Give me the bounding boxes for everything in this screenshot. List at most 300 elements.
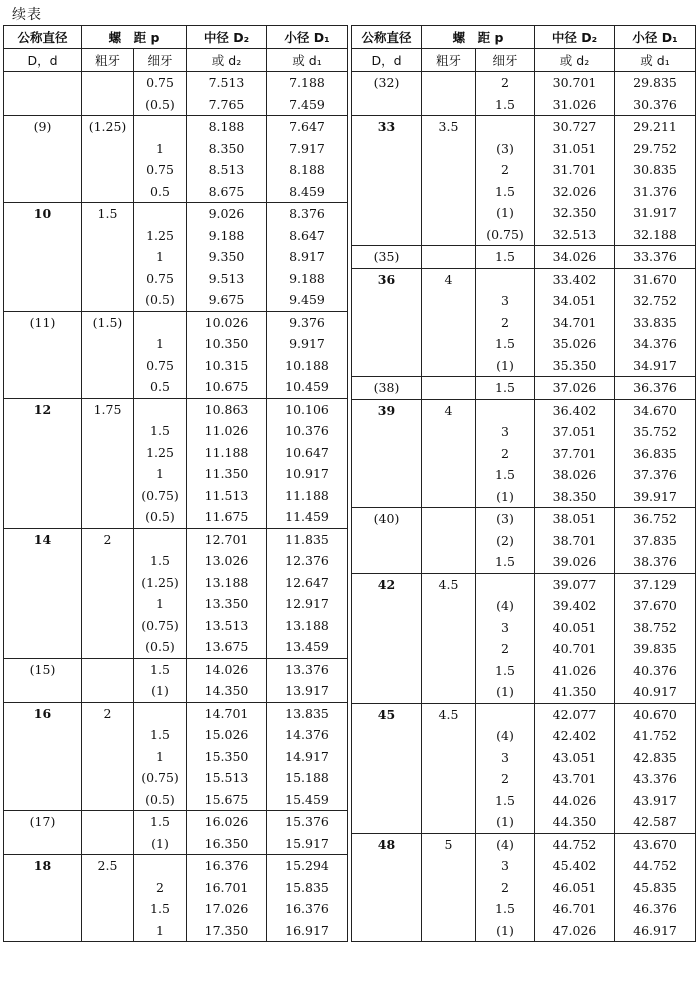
minor-diameter-cell: 10.106 [267,398,348,420]
header-d2-sub: 或 d₂ [535,49,615,72]
coarse-pitch-cell [82,811,134,833]
fine-pitch-cell [134,311,187,333]
coarse-pitch-cell [82,724,134,746]
coarse-pitch-cell [422,138,476,160]
table-row [4,463,348,485]
minor-diameter-cell: 13.376 [267,658,348,680]
coarse-pitch-cell [82,138,134,160]
pitch-diameter-cell: 7.765 [187,94,267,116]
fine-pitch-cell: (4) [476,595,535,617]
nominal-diameter-cell: (40) [352,508,422,530]
nominal-diameter-cell [4,246,82,268]
coarse-pitch-cell: 2.5 [82,855,134,877]
table-row [352,508,696,530]
nominal-diameter-cell [4,159,82,181]
pitch-diameter-cell: 8.350 [187,138,267,160]
coarse-pitch-cell [422,464,476,486]
table-row [352,377,696,400]
table-row [4,658,348,680]
pitch-diameter-cell: 34.701 [535,312,615,334]
fine-pitch-cell: (3) [476,508,535,530]
fine-pitch-cell: (1) [476,920,535,942]
pitch-diameter-cell: 11.350 [187,463,267,485]
pitch-diameter-cell: 44.026 [535,790,615,812]
coarse-pitch-cell [422,811,476,833]
minor-diameter-cell: 29.211 [615,116,696,138]
pitch-diameter-cell: 39.026 [535,551,615,573]
header-nominal-sub: D，d [352,49,422,72]
minor-diameter-cell: 13.188 [267,615,348,637]
coarse-pitch-cell [422,443,476,465]
table-row [4,767,348,789]
fine-pitch-cell: 1.25 [134,442,187,464]
minor-diameter-cell: 32.752 [615,290,696,312]
minor-diameter-cell: 43.670 [615,833,696,855]
minor-diameter-cell: 13.917 [267,680,348,702]
table-row [4,289,348,311]
table-row [4,72,348,94]
fine-pitch-cell [134,398,187,420]
pitch-diameter-cell: 44.752 [535,833,615,855]
pitch-diameter-cell: 14.026 [187,658,267,680]
fine-pitch-cell: 3 [476,290,535,312]
table-row [352,660,696,682]
nominal-diameter-cell [4,593,82,615]
table-row [4,636,348,658]
nominal-diameter-cell [352,333,422,355]
pitch-diameter-cell: 38.051 [535,508,615,530]
table-row [352,747,696,769]
minor-diameter-cell: 15.459 [267,789,348,811]
pitch-diameter-cell: 15.675 [187,789,267,811]
minor-diameter-cell: 12.647 [267,572,348,594]
table-row [4,485,348,507]
minor-diameter-cell: 11.188 [267,485,348,507]
fine-pitch-cell: 1.25 [134,225,187,247]
coarse-pitch-cell [422,530,476,552]
fine-pitch-cell [134,528,187,550]
table-row [4,680,348,702]
coarse-pitch-cell [422,159,476,181]
pitch-diameter-cell: 35.350 [535,355,615,377]
minor-diameter-cell: 40.376 [615,660,696,682]
table-row [352,94,696,116]
nominal-diameter-cell [352,138,422,160]
pitch-diameter-cell: 14.350 [187,680,267,702]
pitch-diameter-cell: 30.727 [535,116,615,138]
minor-diameter-cell: 8.917 [267,246,348,268]
minor-diameter-cell: 29.752 [615,138,696,160]
pitch-diameter-cell: 13.513 [187,615,267,637]
fine-pitch-cell: (0.5) [134,506,187,528]
pitch-diameter-cell: 16.350 [187,833,267,855]
pitch-diameter-cell: 39.402 [535,595,615,617]
table-row [4,550,348,572]
pitch-diameter-cell: 9.026 [187,203,267,225]
minor-diameter-cell: 31.670 [615,268,696,290]
minor-diameter-cell: 8.647 [267,225,348,247]
fine-pitch-cell: 1.5 [134,658,187,680]
minor-diameter-cell: 12.376 [267,550,348,572]
table-row [352,159,696,181]
coarse-pitch-cell: (1.25) [82,116,134,138]
nominal-diameter-cell [4,767,82,789]
fine-pitch-cell [476,268,535,290]
table-row [4,833,348,855]
pitch-diameter-cell: 13.188 [187,572,267,594]
fine-pitch-cell [134,855,187,877]
table-row [4,268,348,290]
nominal-diameter-cell [352,681,422,703]
fine-pitch-cell: 1.5 [134,724,187,746]
minor-diameter-cell: 42.587 [615,811,696,833]
pitch-diameter-cell: 17.350 [187,920,267,942]
nominal-diameter-cell: 42 [352,573,422,595]
table-row [352,268,696,290]
fine-pitch-cell: 2 [476,443,535,465]
coarse-pitch-cell [82,268,134,290]
minor-diameter-cell: 36.835 [615,443,696,465]
nominal-diameter-cell [352,725,422,747]
pitch-diameter-cell: 11.026 [187,420,267,442]
coarse-pitch-cell [82,355,134,377]
coarse-pitch-cell [82,680,134,702]
pitch-diameter-cell: 13.350 [187,593,267,615]
nominal-diameter-cell: (35) [352,246,422,269]
minor-diameter-cell: 15.188 [267,767,348,789]
nominal-diameter-cell [4,833,82,855]
coarse-pitch-cell [82,877,134,899]
nominal-diameter-cell: 36 [352,268,422,290]
fine-pitch-cell: (1) [476,811,535,833]
fine-pitch-cell: (1) [134,833,187,855]
nominal-diameter-cell [352,920,422,942]
header-d2-sub: 或 d₂ [187,49,267,72]
pitch-diameter-cell: 10.675 [187,376,267,398]
table-row [4,203,348,225]
minor-diameter-cell: 31.376 [615,181,696,203]
header-pitch: 螺 距 p [422,26,535,49]
nominal-diameter-cell [4,333,82,355]
fine-pitch-cell: 2 [476,159,535,181]
pitch-diameter-cell: 40.051 [535,617,615,639]
fine-pitch-cell [476,703,535,725]
pitch-diameter-cell: 45.402 [535,855,615,877]
fine-pitch-cell: (0.75) [134,615,187,637]
fine-pitch-cell: (4) [476,833,535,855]
minor-diameter-cell: 39.835 [615,638,696,660]
nominal-diameter-cell [352,486,422,508]
minor-diameter-cell: 37.670 [615,595,696,617]
fine-pitch-cell [134,203,187,225]
coarse-pitch-cell [422,638,476,660]
minor-diameter-cell: 33.835 [615,312,696,334]
coarse-pitch-cell [82,94,134,116]
nominal-diameter-cell: (32) [352,72,422,94]
nominal-diameter-cell: (17) [4,811,82,833]
fine-pitch-cell: 1.5 [134,898,187,920]
pitch-diameter-cell: 42.077 [535,703,615,725]
fine-pitch-cell [476,399,535,421]
nominal-diameter-cell [4,615,82,637]
fine-pitch-cell: 0.5 [134,181,187,203]
table-right-half [351,25,695,942]
pitch-diameter-cell: 30.701 [535,72,615,94]
minor-diameter-cell: 36.752 [615,508,696,530]
minor-diameter-cell: 16.376 [267,898,348,920]
minor-diameter-cell: 15.835 [267,877,348,899]
nominal-diameter-cell [4,225,82,247]
minor-diameter-cell: 40.670 [615,703,696,725]
coarse-pitch-cell [82,376,134,398]
fine-pitch-cell: (1) [134,680,187,702]
table-row [4,877,348,899]
table-row [4,181,348,203]
pitch-diameter-cell: 17.026 [187,898,267,920]
coarse-pitch-cell [422,181,476,203]
table-row [352,464,696,486]
minor-diameter-cell: 8.459 [267,181,348,203]
coarse-pitch-cell [82,159,134,181]
pitch-diameter-cell: 43.701 [535,768,615,790]
minor-diameter-cell: 13.835 [267,702,348,724]
coarse-pitch-cell [422,660,476,682]
pitch-diameter-cell: 9.350 [187,246,267,268]
coarse-pitch-cell [422,72,476,94]
minor-diameter-cell: 7.647 [267,116,348,138]
fine-pitch-cell: 1.5 [476,377,535,400]
nominal-diameter-cell [4,376,82,398]
table-row [352,312,696,334]
coarse-pitch-cell [82,550,134,572]
coarse-pitch-cell [422,377,476,400]
coarse-pitch-cell [82,420,134,442]
table-row [352,725,696,747]
coarse-pitch-cell [422,790,476,812]
coarse-pitch-cell [82,898,134,920]
coarse-pitch-cell [422,486,476,508]
table-row [4,420,348,442]
coarse-pitch-cell [82,506,134,528]
nominal-diameter-cell [4,572,82,594]
table-row [4,593,348,615]
minor-diameter-cell: 10.917 [267,463,348,485]
coarse-pitch-cell [422,595,476,617]
minor-diameter-cell: 30.376 [615,94,696,116]
coarse-pitch-cell [422,747,476,769]
fine-pitch-cell: 3 [476,855,535,877]
table-row [352,246,696,269]
minor-diameter-cell: 11.459 [267,506,348,528]
fine-pitch-cell: 0.75 [134,159,187,181]
minor-diameter-cell: 41.752 [615,725,696,747]
minor-diameter-cell: 34.376 [615,333,696,355]
pitch-diameter-cell: 34.026 [535,246,615,269]
minor-diameter-cell: 10.647 [267,442,348,464]
header-coarse: 粗牙 [82,49,134,72]
minor-diameter-cell: 38.376 [615,551,696,573]
nominal-diameter-cell: 12 [4,398,82,420]
minor-diameter-cell: 31.917 [615,202,696,224]
nominal-diameter-cell [352,855,422,877]
table-row [4,376,348,398]
coarse-pitch-cell: 1.75 [82,398,134,420]
table-row [4,138,348,160]
coarse-pitch-cell: 4 [422,268,476,290]
fine-pitch-cell: 1 [134,246,187,268]
coarse-pitch-cell [422,877,476,899]
nominal-diameter-cell: (15) [4,658,82,680]
minor-diameter-cell: 40.917 [615,681,696,703]
minor-diameter-cell: 7.188 [267,72,348,94]
table-row [4,506,348,528]
pitch-diameter-cell: 16.376 [187,855,267,877]
table-row [4,789,348,811]
table-row [4,311,348,333]
coarse-pitch-cell [82,572,134,594]
nominal-diameter-cell: 39 [352,399,422,421]
table-row [352,443,696,465]
table-row [352,333,696,355]
fine-pitch-cell: 1.5 [476,181,535,203]
fine-pitch-cell: (0.5) [134,789,187,811]
coarse-pitch-cell [82,289,134,311]
table-left-half [3,25,347,942]
fine-pitch-cell [134,116,187,138]
minor-diameter-cell: 32.188 [615,224,696,246]
nominal-diameter-cell [352,355,422,377]
pitch-diameter-cell: 35.026 [535,333,615,355]
coarse-pitch-cell [82,615,134,637]
table-row [352,833,696,855]
pitch-diameter-cell: 8.188 [187,116,267,138]
coarse-pitch-cell: 4.5 [422,573,476,595]
pitch-diameter-cell: 31.701 [535,159,615,181]
header-pitch: 螺 距 p [82,26,187,49]
nominal-diameter-cell [352,202,422,224]
nominal-diameter-cell [4,746,82,768]
pitch-diameter-cell: 47.026 [535,920,615,942]
fine-pitch-cell: 1.5 [476,94,535,116]
header-d2: 中径 D₂ [535,26,615,49]
nominal-diameter-cell [352,660,422,682]
right-table-body [352,72,696,942]
minor-diameter-cell: 15.376 [267,811,348,833]
nominal-diameter-cell: 48 [352,833,422,855]
header-d2: 中径 D₂ [187,26,267,49]
table-row [352,855,696,877]
minor-diameter-cell: 29.835 [615,72,696,94]
nominal-diameter-cell [4,877,82,899]
table-row [352,399,696,421]
coarse-pitch-cell [82,789,134,811]
table-row [352,355,696,377]
pitch-diameter-cell: 10.863 [187,398,267,420]
nominal-diameter-cell [352,421,422,443]
table-row [352,638,696,660]
coarse-pitch-cell [82,658,134,680]
table-row [352,681,696,703]
nominal-diameter-cell [352,638,422,660]
table-row [4,116,348,138]
fine-pitch-cell: 1.5 [476,790,535,812]
coarse-pitch-cell: 4 [422,399,476,421]
coarse-pitch-cell [82,72,134,94]
fine-pitch-cell: (3) [476,138,535,160]
pitch-diameter-cell: 14.701 [187,702,267,724]
pitch-diameter-cell: 16.701 [187,877,267,899]
coarse-pitch-cell [422,768,476,790]
minor-diameter-cell: 10.188 [267,355,348,377]
nominal-diameter-cell: 10 [4,203,82,225]
fine-pitch-cell: 1.5 [134,420,187,442]
table-row [352,202,696,224]
table-row [4,94,348,116]
coarse-pitch-cell [422,312,476,334]
minor-diameter-cell: 46.917 [615,920,696,942]
nominal-diameter-cell [4,724,82,746]
fine-pitch-cell: (0.75) [134,767,187,789]
fine-pitch-cell: (0.5) [134,94,187,116]
nominal-diameter-cell [4,72,82,94]
coarse-pitch-cell [422,855,476,877]
table-row [352,877,696,899]
fine-pitch-cell: 1 [134,920,187,942]
fine-pitch-cell: 2 [476,312,535,334]
coarse-pitch-cell [422,333,476,355]
fine-pitch-cell: 1 [134,463,187,485]
nominal-diameter-cell [4,181,82,203]
coarse-pitch-cell [422,920,476,942]
pitch-diameter-cell: 13.675 [187,636,267,658]
nominal-diameter-cell [352,290,422,312]
coarse-pitch-cell [422,224,476,246]
header-d1-sub: 或 d₁ [615,49,696,72]
minor-diameter-cell: 37.129 [615,573,696,595]
minor-diameter-cell: 36.376 [615,377,696,400]
nominal-diameter-cell: 14 [4,528,82,550]
table-row [352,138,696,160]
pitch-diameter-cell: 10.315 [187,355,267,377]
fine-pitch-cell: 1.5 [134,811,187,833]
nominal-diameter-cell [352,443,422,465]
minor-diameter-cell: 10.376 [267,420,348,442]
pitch-diameter-cell: 46.051 [535,877,615,899]
pitch-diameter-cell: 39.077 [535,573,615,595]
coarse-pitch-cell [422,898,476,920]
coarse-pitch-cell [422,551,476,573]
coarse-pitch-cell [82,442,134,464]
nominal-diameter-cell [4,463,82,485]
pitch-diameter-cell: 13.026 [187,550,267,572]
coarse-pitch-cell [82,246,134,268]
header-d1: 小径 D₁ [267,26,348,49]
table-row [352,421,696,443]
coarse-pitch-cell [82,767,134,789]
minor-diameter-cell: 38.752 [615,617,696,639]
fine-pitch-cell: 2 [476,72,535,94]
nominal-diameter-cell [352,312,422,334]
pitch-diameter-cell: 11.188 [187,442,267,464]
fine-pitch-cell: (1) [476,202,535,224]
table-row [352,617,696,639]
nominal-diameter-cell: (9) [4,116,82,138]
pitch-diameter-cell: 15.513 [187,767,267,789]
table-row [4,898,348,920]
fine-pitch-cell: (1) [476,355,535,377]
nominal-diameter-cell [4,289,82,311]
fine-pitch-cell: (2) [476,530,535,552]
